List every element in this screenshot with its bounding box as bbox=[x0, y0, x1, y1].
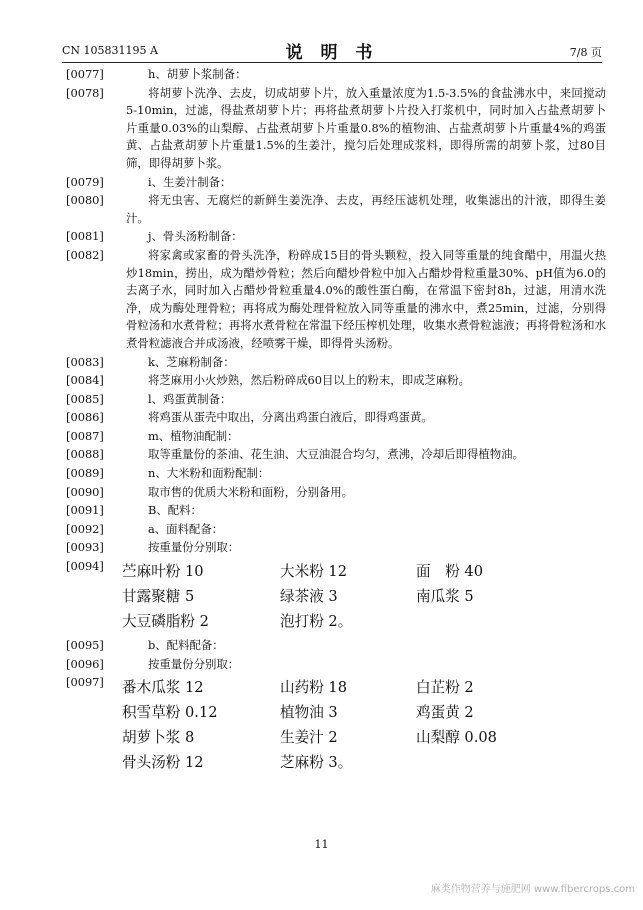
ingredient-item: 面 粉 40 bbox=[416, 563, 483, 581]
paragraph bbox=[66, 409, 606, 427]
paragraph-number: [0087] bbox=[66, 428, 104, 443]
paragraph-number: [0082] bbox=[66, 247, 104, 262]
paragraph bbox=[66, 66, 606, 84]
paragraph-number: [0086] bbox=[66, 410, 104, 425]
paragraph-number: [0090] bbox=[66, 484, 104, 499]
paragraph bbox=[66, 502, 606, 520]
paragraph-text: m、植物油配制： bbox=[148, 428, 239, 443]
page-header bbox=[62, 38, 602, 62]
paragraph bbox=[66, 484, 606, 502]
paragraph-number: [0093] bbox=[66, 540, 104, 555]
paragraph-text: h、胡萝卜浆制备： bbox=[148, 67, 247, 81]
paragraph bbox=[66, 372, 606, 390]
paragraph bbox=[66, 539, 606, 557]
paragraph bbox=[66, 637, 606, 655]
paragraph bbox=[66, 521, 606, 539]
paragraph-text: a、面料配备： bbox=[148, 521, 224, 536]
paragraph-text: 取等重量份的茶油、花生油、大豆油混合均匀，煮沸，冷却后即得植物油。 bbox=[148, 447, 524, 462]
ingredient-table-filling bbox=[66, 675, 606, 775]
paragraph-number: [0096] bbox=[66, 656, 104, 671]
ingredient-item: 生姜汁 2 bbox=[280, 729, 338, 747]
header-rule bbox=[62, 62, 602, 63]
ingredient-item bbox=[416, 750, 556, 775]
ingredient-table-dough bbox=[66, 559, 606, 634]
ingredient-item: 苎麻叶粉 10 bbox=[122, 563, 204, 581]
ingredient-item: 骨头汤粉 12 bbox=[122, 754, 204, 772]
paragraph bbox=[66, 228, 606, 246]
paragraph-number: [0097] bbox=[66, 675, 104, 690]
paragraph-number: [0089] bbox=[66, 466, 104, 481]
paragraph-number: [0084] bbox=[66, 373, 104, 388]
ingredient-item: 胡萝卜浆 8 bbox=[122, 729, 195, 747]
ingredient-item: 南瓜浆 5 bbox=[416, 588, 474, 606]
paragraph-text: 将无虫害、无腐烂的新鲜生姜洗净、去皮，再经压滤机处理，收集滤出的汁液，即得生姜汁。 bbox=[126, 193, 606, 225]
document-title: 说 明 书 bbox=[285, 43, 379, 63]
ingredient-item: 山药粉 18 bbox=[280, 679, 347, 697]
paragraph-number: [0078] bbox=[66, 85, 104, 100]
ingredient-item: 绿茶液 3 bbox=[280, 588, 338, 606]
paragraph-number: [0085] bbox=[66, 391, 104, 406]
paragraph-text: 将家禽或家畜的骨头洗净，粉碎成15目的骨头颗粒，投入同等重量的纯食醋中，用温火热炒18min，捞出，成为醋炒骨粒；然后向醋炒骨粒中加入占醋炒骨粒重量30%、pH值为6.0的去离子水，同时加入占醋炒骨粒重量4.0%的酸性蛋白酶，在常温下密封8h，过滤，用清水洗净，成为酶处理骨粒；再将成为酶处理骨粒放入同等重量的沸水中，煮25min，过滤，分别得骨粒汤和水煮骨粒；再将水煮骨粒在常温下经压榨机处理，收集水煮骨粒滤液；再将骨粒汤和水煮骨粒滤液合并成汤液，经喷雾干燥，即得骨头汤粉。 bbox=[126, 247, 606, 350]
paragraph bbox=[66, 192, 606, 227]
ingredient-item: 山梨醇 0.08 bbox=[416, 729, 497, 747]
paragraph-number: [0091] bbox=[66, 503, 104, 518]
paragraph-number: [0094] bbox=[66, 559, 104, 574]
paragraph-number: [0083] bbox=[66, 354, 104, 369]
paragraph-text: 按重量份分别取： bbox=[148, 540, 240, 555]
ingredient-item: 番木瓜浆 12 bbox=[122, 679, 204, 697]
paragraph-number: [0095] bbox=[66, 638, 104, 653]
paragraph-text: k、芝麻粉制备： bbox=[148, 354, 235, 369]
ingredient-item: 大豆磷脂粉 2 bbox=[122, 613, 209, 631]
watermark: 麻类作物营养与施肥网 www.fibercrops.com bbox=[430, 884, 635, 895]
page-number: 11 bbox=[314, 838, 329, 851]
paragraph-text: b、配料配备： bbox=[148, 638, 224, 653]
paragraph-text: B、配料： bbox=[148, 503, 202, 518]
page-indicator: 7/8 页 bbox=[569, 46, 602, 59]
ingredient-item: 积雪草粉 0.12 bbox=[122, 704, 218, 722]
ingredient-item: 泡打粉 2。 bbox=[280, 613, 353, 631]
paragraph bbox=[66, 391, 606, 409]
ingredient-item: 大米粉 12 bbox=[280, 563, 347, 581]
paragraph-text: 将芝麻用小火炒熟，然后粉碎成60目以上的粉末，即成芝麻粉。 bbox=[148, 373, 471, 388]
paragraph bbox=[66, 656, 606, 674]
paragraph bbox=[66, 247, 606, 353]
paragraph bbox=[66, 85, 606, 173]
ingredient-item: 鸡蛋黄 2 bbox=[416, 704, 474, 722]
paragraph-number: [0081] bbox=[66, 229, 104, 244]
paragraph-text: n、大米粉和面粉配制： bbox=[148, 466, 270, 481]
paragraph-number: [0079] bbox=[66, 174, 104, 189]
paragraph-text: 将胡萝卜洗净、去皮，切成胡萝卜片，放入重量浓度为1.5-3.5%的食盐沸水中，来回搅动5-10min，过滤，得盐煮胡萝卜片；再将盐煮胡萝卜片投入打浆机中，同时加入占盐煮胡萝卜片重量0.03%的山梨醇、占盐煮胡萝卜片重量0.8%的植物油、占盐煮胡萝卜片重量4%的鸡蛋黄、占盐煮胡萝卜片重量1.5%的生姜汁，搅匀后处理成浆料，即得所需的胡萝卜浆，过80目筛，即得胡萝卜浆。 bbox=[126, 85, 606, 170]
patent-number: CN 105831195 A bbox=[62, 44, 158, 57]
ingredient-item bbox=[416, 609, 556, 634]
paragraph bbox=[66, 354, 606, 372]
paragraph-number: [0080] bbox=[66, 193, 104, 208]
paragraph-number: [0088] bbox=[66, 447, 104, 462]
paragraph bbox=[66, 428, 606, 446]
paragraph-number: [0077] bbox=[66, 67, 104, 81]
ingredient-item: 甘露聚糖 5 bbox=[122, 588, 195, 606]
paragraph-text: 按重量份分别取： bbox=[148, 656, 240, 671]
paragraph-text: 取市售的优质大米粉和面粉，分别备用。 bbox=[148, 484, 354, 499]
ingredient-item: 植物油 3 bbox=[280, 704, 338, 722]
ingredient-item: 芝麻粉 3。 bbox=[280, 754, 353, 772]
ingredient-item: 白芷粉 2 bbox=[416, 679, 474, 697]
paragraph-text: 将鸡蛋从蛋壳中取出，分离出鸡蛋白液后，即得鸡蛋黄。 bbox=[148, 410, 433, 425]
paragraph bbox=[66, 446, 606, 464]
paragraph-number: [0092] bbox=[66, 521, 104, 536]
paragraph-text: l、鸡蛋黄制备： bbox=[148, 391, 232, 406]
document-body bbox=[66, 66, 606, 778]
paragraph bbox=[66, 465, 606, 483]
paragraph-text: i、生姜汁制备： bbox=[148, 174, 232, 189]
paragraph bbox=[66, 174, 606, 192]
paragraph-text: j、骨头汤粉制备： bbox=[148, 229, 243, 244]
